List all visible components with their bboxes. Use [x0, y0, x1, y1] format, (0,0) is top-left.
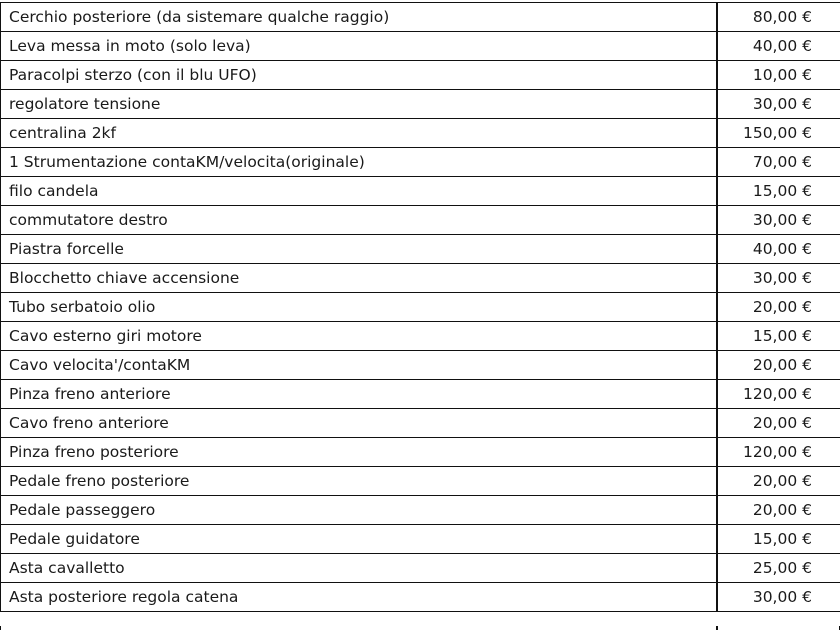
table-row[interactable] [1, 554, 840, 583]
item-price-cell[interactable]: 30,00 € [717, 264, 840, 293]
item-name-cell[interactable]: Pedale passeggero [1, 496, 717, 525]
table-row[interactable] [1, 264, 840, 293]
item-price-cell[interactable]: 20,00 € [717, 409, 840, 438]
item-name-cell[interactable]: Leva messa in moto (solo leva) [1, 32, 717, 61]
item-price-cell[interactable]: 40,00 € [717, 32, 840, 61]
table-row[interactable] [1, 32, 840, 61]
item-price-cell[interactable]: 30,00 € [717, 90, 840, 119]
item-name-cell[interactable] [0, 626, 716, 630]
item-name-cell[interactable]: Pinza freno posteriore [1, 438, 717, 467]
item-price-cell[interactable]: 70,00 € [717, 148, 840, 177]
item-name-cell[interactable]: Asta posteriore regola catena [1, 583, 717, 612]
item-name-cell[interactable]: Cavo esterno giri motore [1, 322, 717, 351]
item-name-cell[interactable]: Pedale freno posteriore [1, 467, 717, 496]
item-price-cell[interactable]: 20,00 € [717, 351, 840, 380]
item-name-cell[interactable]: Pinza freno anteriore [1, 380, 717, 409]
table-row-partial [0, 626, 840, 630]
table-row[interactable] [1, 3, 840, 32]
item-name-cell[interactable]: Blocchetto chiave accensione [1, 264, 717, 293]
spreadsheet-sheet [0, 2, 840, 612]
item-price-cell[interactable]: 10,00 € [717, 61, 840, 90]
item-name-cell[interactable]: Paracolpi sterzo (con il blu UFO) [1, 61, 717, 90]
item-name-cell[interactable]: commutatore destro [1, 206, 717, 235]
item-price-cell[interactable]: 40,00 € [717, 235, 840, 264]
item-price-cell[interactable]: 150,00 € [717, 119, 840, 148]
item-price-cell[interactable]: 15,00 € [717, 525, 840, 554]
table-row[interactable] [1, 409, 840, 438]
item-price-cell[interactable]: 120,00 € [717, 380, 840, 409]
table-body [1, 3, 840, 612]
item-name-cell[interactable]: 1 Strumentazione contaKM/velocita(originale) [1, 148, 717, 177]
table-row[interactable] [1, 235, 840, 264]
table-row[interactable] [1, 90, 840, 119]
item-price-cell[interactable]: 30,00 € [717, 583, 840, 612]
table-row[interactable] [1, 177, 840, 206]
table-row[interactable] [1, 206, 840, 235]
item-price-cell[interactable]: 30,00 € [717, 206, 840, 235]
table-row[interactable] [1, 583, 840, 612]
table-row[interactable] [1, 322, 840, 351]
table-row[interactable] [1, 119, 840, 148]
item-price-cell[interactable]: 15,00 € [717, 177, 840, 206]
table-row[interactable] [1, 438, 840, 467]
item-name-cell[interactable]: Cavo velocita'/contaKM [1, 351, 717, 380]
item-name-cell[interactable]: filo candela [1, 177, 717, 206]
table-row[interactable] [1, 525, 840, 554]
item-name-cell[interactable]: Asta cavalletto [1, 554, 717, 583]
table-row[interactable] [1, 61, 840, 90]
item-price-cell[interactable]: 80,00 € [717, 3, 840, 32]
table-row[interactable] [1, 496, 840, 525]
item-name-cell[interactable]: regolatore tensione [1, 90, 717, 119]
item-name-cell[interactable]: centralina 2kf [1, 119, 717, 148]
item-name-cell[interactable]: Tubo serbatoio olio [1, 293, 717, 322]
item-price-cell[interactable]: 20,00 € [717, 467, 840, 496]
table-row[interactable] [1, 148, 840, 177]
table-row[interactable] [1, 293, 840, 322]
item-name-cell[interactable]: Cerchio posteriore (da sistemare qualche raggio) [1, 3, 717, 32]
table-row[interactable] [1, 351, 840, 380]
item-price-cell[interactable]: 20,00 € [717, 293, 840, 322]
item-price-cell[interactable]: 120,00 € [717, 438, 840, 467]
item-name-cell[interactable]: Piastra forcelle [1, 235, 717, 264]
item-price-cell[interactable] [716, 626, 840, 630]
item-price-cell[interactable]: 15,00 € [717, 322, 840, 351]
item-price-cell[interactable]: 25,00 € [717, 554, 840, 583]
item-name-cell[interactable]: Cavo freno anteriore [1, 409, 717, 438]
table-row[interactable] [1, 467, 840, 496]
table-row[interactable] [1, 380, 840, 409]
item-price-cell[interactable]: 20,00 € [717, 496, 840, 525]
item-name-cell[interactable]: Pedale guidatore [1, 525, 717, 554]
parts-price-table [0, 2, 840, 612]
